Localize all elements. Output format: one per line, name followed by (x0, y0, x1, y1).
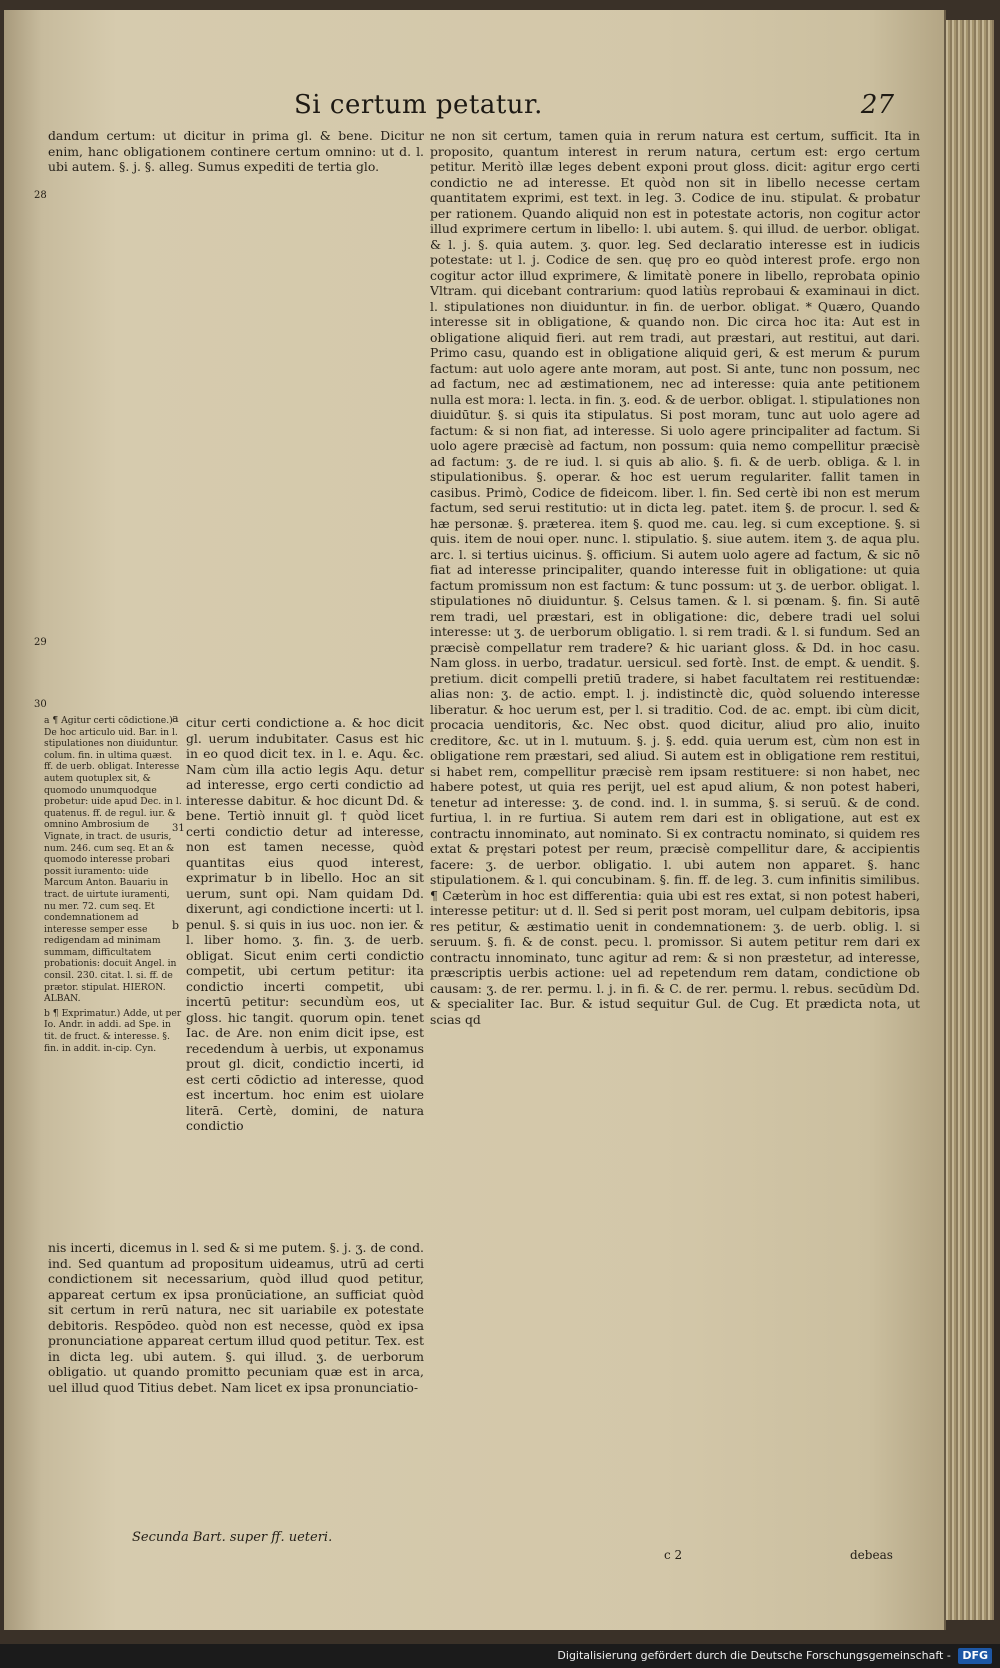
margin-letter: a (172, 712, 179, 725)
digitization-banner (0, 1644, 1000, 1668)
left-column-bottom: nis incerti, dicemus in l. sed & si me putem. §. j. ʒ. de cond. ind. Sed quantum ad propositum uideamus, utrū ad certi condictionem sit necessarium, quòd illud quod petitur, appareat certum ex ipsa pronūciatione, an sufficiat quòd sit certum in rerū natura, nec sit uariabile ex potestate debitoris. Respōdeo. quòd non est necesse, quòd ex ipsa pronunciatione appareat certum illud quod petitur. Tex. est in dicta leg. ubi autem. §. qui illud. ʒ. de uerborum obligatio. ut quando promitto pecuniam quæ est in arca, uel illud quod Titius debet. Nam licet ex ipsa pronunciatio- (48, 1240, 424, 1395)
margin-number: 29 (34, 637, 47, 648)
dfg-logo: DFG (958, 1648, 992, 1664)
gloss-note: a ¶ Agitur certi cōdictione.) De hoc articulo uid. Bar. in l. stipulationes non diuiduntur. colum. fin. in ultima quæst. ff. de uerb. obligat. Interesse autem quotuplex sit, & quomodo unumquodque probetur: uide apud Dec. in l. quatenus. ff. de regul. iur. & omnino Ambrosium de Vignate, in tract. de usuris, num. 246. cum seq. Et an & quomodo interesse probari possit iuramento: uide Marcum Anton. Bauariu in tract. de uirtute iuramenti, nu mer. 72. cum seq. Et condemnationem ad interesse semper esse redigendam ad minimam summam, difficultatem probationis: docuit Angel. in consil. 230. citat. l. si. ff. de prætor. stipulat. HIERON. ALBAN. (44, 715, 182, 1005)
signature-mark: c 2 (664, 1548, 683, 1562)
running-title: Si certum petatur. (294, 90, 543, 120)
margin-number: 30 (34, 699, 47, 710)
book-page (4, 10, 946, 1630)
margin-letter: b (172, 919, 180, 932)
footer-title: Secunda Bart. super ff. ueteri. (132, 1530, 333, 1545)
marginal-gloss (44, 715, 182, 1240)
page-number: 27 (860, 90, 894, 120)
right-column: ne non sit certum, tamen quia in rerum natura est certum, sufficit. Ita in proposito, quantum interest in rerum natura, certum est: ergo certum petitur. Meritò illæ leges debent exponi prout gloss. dicit: agitur ergo certi condictio ne ad interesse. Et quòd non sit in libello necesse certam quantitatem exprimi, est text. in leg. 3. Codice de inu. stipulat. & probatur per rationem. Quando aliquid non est in potestate actoris, non cogitur actor illud exprimere certum in libello: l. ubi autem. §. qui illud. de uerbor. obligat. & l. j. §. quia autem. ʒ. quor. leg. Sed declaratio interesse est in iudicis potestate: ut l. j. Codice de sen. quę pro eo quòd interest profe. ergo non cogitur actor illud exprimere, & limitatè ponere in libello, reprobata opinio Vltram. qui dicebant contrarium: quod latiùs reprobaui & examinaui in dict. l. stipulationes non diuiduntur. in fin. de uerbor. obligat. * Quæro, Quando interesse sit in obligatione, & quando non. Dic circa hoc ita: Aut est in obligatione aliquid fieri. aut rem tradi, aut præstari, aut restitui, aut dari. Primo casu, quando est in obligatione aliquid geri, & est merum & purum factum: aut uolo agere ante moram, aut post. Si ante, tunc non possum, nec ad factum, nec ad æstimationem, nec ad interesse: quia ante petitionem nulla est mora: l. lecta. in fin. ʒ. eod. & de uerbor. obligat. l. stipulationes non diuidūtur. §. si quis ita stipulatus. Si post moram, tunc aut uolo agere ad factum: & si non fiat, ad interesse. Si uolo agere principaliter ad factum. Si uolo agere præcisè ad factum, non possum: quia nemo compellitur præcisè ad factum: ʒ. de re iud. l. si quis ab alio. §. fi. & de uerb. obliga. & l. in stipulationibus. §. operar. & hoc est uerum regulariter. fallit tamen in casibus. Primò, Codice de fideicom. liber. l. fin. Sed certè ibi non est merum factum, sed serui restitutio: ut in dicta leg. patet. item §. de procur. l. sed & hæ personæ. §. præterea. item §. quod me. cau. leg. si cum exceptione. §. si quis. item de noui oper. nunc. l. stipulatio. §. siue autem. item ʒ. de aqua plu. arc. l. si tertius uicinus. §. officium. Si autem uolo agere ad factum, & sic nō fiat ad interesse principaliter, quando interesse fuit in obligatione: ut quia factum promissum non est factum: & tunc possum: ut ʒ. de uerbor. obligat. l. stipulationes nō diuiduntur. §. Celsus tamen. & l. si pœnam. §. fin. Si autē rem tradi, uel præstari, est in obligatione: dic, debere tradi uel solui interesse: ut ʒ. de uerborum obligatio. l. si rem tradi. & l. si fundum. Sed an præcisè compellatur rem tradere? & hic uariant gloss. & Dd. in hoc casu. Nam gloss. in uerbo, tradatur. uersicul. sed fortè. Inst. de empt. & uendit. §. pretium. dicit compelli pretiū tradere, si habet facultatem rei restituendæ: alias non: ʒ. de actio. empt. l. j. indistinctè dic, quòd soluendo interesse liberatur. & hoc uerum est, per l. si traditio. Cod. de ac. empt. ibi cùm dicit, procacia uenditoris, &c. Nec obst. quod dicitur, aliud pro alio, inuito creditore, &c. ut in l. mutuum. §. j. §. edd. quia uerum est, cùm non est in obligatione rem præstari, sed aliud. Si autem est in obligatione rem restitui, si habet rem, compellitur præcisè rem ipsam restituere: si non habet, nec habere potest, ut quia res perijt, uel est apud alium, & non potest haberi, tenetur ad interesse: ʒ. de cond. ind. l. in summa, §. si seruū. & de cond. furtiua, l. in re furtiua. Si autem rem dari est in obligatione, aut est ex contractu innominato, aut nominato. Si ex contractu nominato, si quidem res extat & pręstari potest per reum, præcisè compellitur dare, & accipientis facere: ʒ. de uerbor. obligatio. l. ubi autem non apparet. §. hanc stipulationem. & l. qui concubinam. §. fin. ff. de leg. 3. cum infinitis similibus. ¶ Cæterùm in hoc est differentia: quia ubi est res extat, si non potest haberi, interesse petitur: ut d. ll. Sed si perit post moram, uel culpam debitoris, ipsa res petitur, & æstimatio uenit in condemnationem: ʒ. de uerb. oblig. l. si seruum. §. fi. & de const. pecu. l. promissor. Si autem petitur rem dari ex contractu innominato, tunc agitur ad rem: & si non præstetur, ad interesse, præscriptis uerbis actione: uel ad repetendum rem datam, condictione ob causam: ʒ. de rer. permu. l. j. in fi. & C. de rer. permu. l. rebus. secūdùm Dd. & specialiter Iac. Bur. & istud sequitur Gul. de Cug. Et prædicta nota, ut scias qd (430, 128, 920, 1027)
left-paragraph: dandum certum: ut dicitur in prima gl. & bene. Dicitur enim, hanc obligationem continere certum omnino: ut d. l. ubi autem. §. j. §. alleg. Sumus expediti de tertia glo. (48, 128, 424, 174)
gloss-note: b ¶ Exprimatur.) Adde, ut per Io. Andr. in addi. ad Spe. in tit. de fruct. & interesse. §. fin. in addit. in-cip. Cyn. (44, 1007, 182, 1054)
catchword: debeas (850, 1548, 893, 1562)
banner-text: Digitalisierung gefördert durch die Deutsche Forschungsgemeinschaft - (557, 1649, 951, 1662)
middle-column: citur certi condictione a. & hoc dicit gl. uerum indubitater. Casus est hic in eo quod dicit tex. in l. e. Aqu. &c. Nam cùm illa actio legis Aqu. detur ad interesse, ergo certi condictio ad interesse dabitur. & hoc dicunt Dd. & bene. Tertiò innuit gl. † quòd licet certi condictio detur ad interesse, non est tamen necesse, quòd quantitas eius quod interest, exprimatur b in libello. Hoc an sit uerum, sunt opi. Nam quidam Dd. dixerunt, agi condictione incerti: ut l. penul. §. si quis in ius uoc. non ier. & l. liber homo. ʒ. fin. ʒ. de uerb. obligat. Sicut enim certi condictio competit, ubi certum petitur: ita condictio incerti competit, ubi incertū petitur: secundùm eos, ut gloss. hic tangit. quorum opin. tenet Iac. de Are. non enim dicit ipse, est recedendum à uerbis, ut exponamus prout gl. dicit, condictio incerti, id est certi cōdictio ad interesse, quod est incertum. hoc enim est uiolare literā. Certè, domini, de natura condictio (186, 715, 424, 1133)
page-header (294, 90, 934, 130)
margin-number: 31 (172, 823, 185, 834)
book-page-edges (944, 20, 994, 1620)
margin-number: 28 (34, 190, 47, 201)
